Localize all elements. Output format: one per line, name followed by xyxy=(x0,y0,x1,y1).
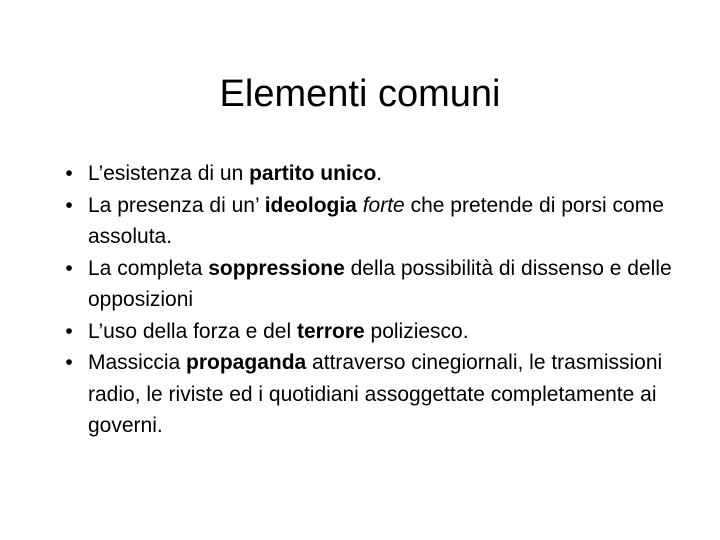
bullet-dot-icon: • xyxy=(65,193,73,217)
bullet-text: Massiccia xyxy=(88,351,187,374)
bullet-item xyxy=(56,158,676,190)
bullet-text: della possibilità di dissenso e delle opposizioni xyxy=(88,256,672,311)
bullet-keyword: propaganda xyxy=(186,351,307,374)
bullet-keyword: ideologia xyxy=(264,193,357,217)
bullet-text: . xyxy=(376,162,383,185)
bullet-dot-icon: • xyxy=(65,351,73,374)
bullet-keyword: terrore xyxy=(296,319,365,343)
bullet-text: poliziesco. xyxy=(364,319,469,343)
bullet-dot-icon: • xyxy=(65,256,73,280)
bullet-dot-icon: • xyxy=(65,162,73,185)
bullet-text: che pretende di porsi come assoluta. xyxy=(88,193,664,248)
bullet-text: L’uso della forza e del xyxy=(88,319,297,343)
bullet-item xyxy=(56,253,676,316)
bullet-item xyxy=(56,190,676,253)
bullet-dot-icon: • xyxy=(65,319,73,343)
bullet-keyword: partito unico xyxy=(249,162,377,185)
bullet-text: L’esistenza di un xyxy=(88,162,250,185)
bullet-list xyxy=(56,158,676,442)
bullet-item xyxy=(56,347,676,442)
bullet-text: La presenza di un’ xyxy=(88,193,265,217)
bullet-keyword: soppressione xyxy=(208,256,345,280)
slide-title: Elementi comuni xyxy=(219,73,501,115)
bullet-text: La completa xyxy=(88,256,209,280)
bullet-item xyxy=(56,316,676,348)
bullet-emphasis: forte xyxy=(362,193,405,217)
bullet-text: attraverso cinegiornali, le trasmissioni radio, le riviste ed i quotidiani assoggettate completamente ai governi. xyxy=(88,351,663,437)
